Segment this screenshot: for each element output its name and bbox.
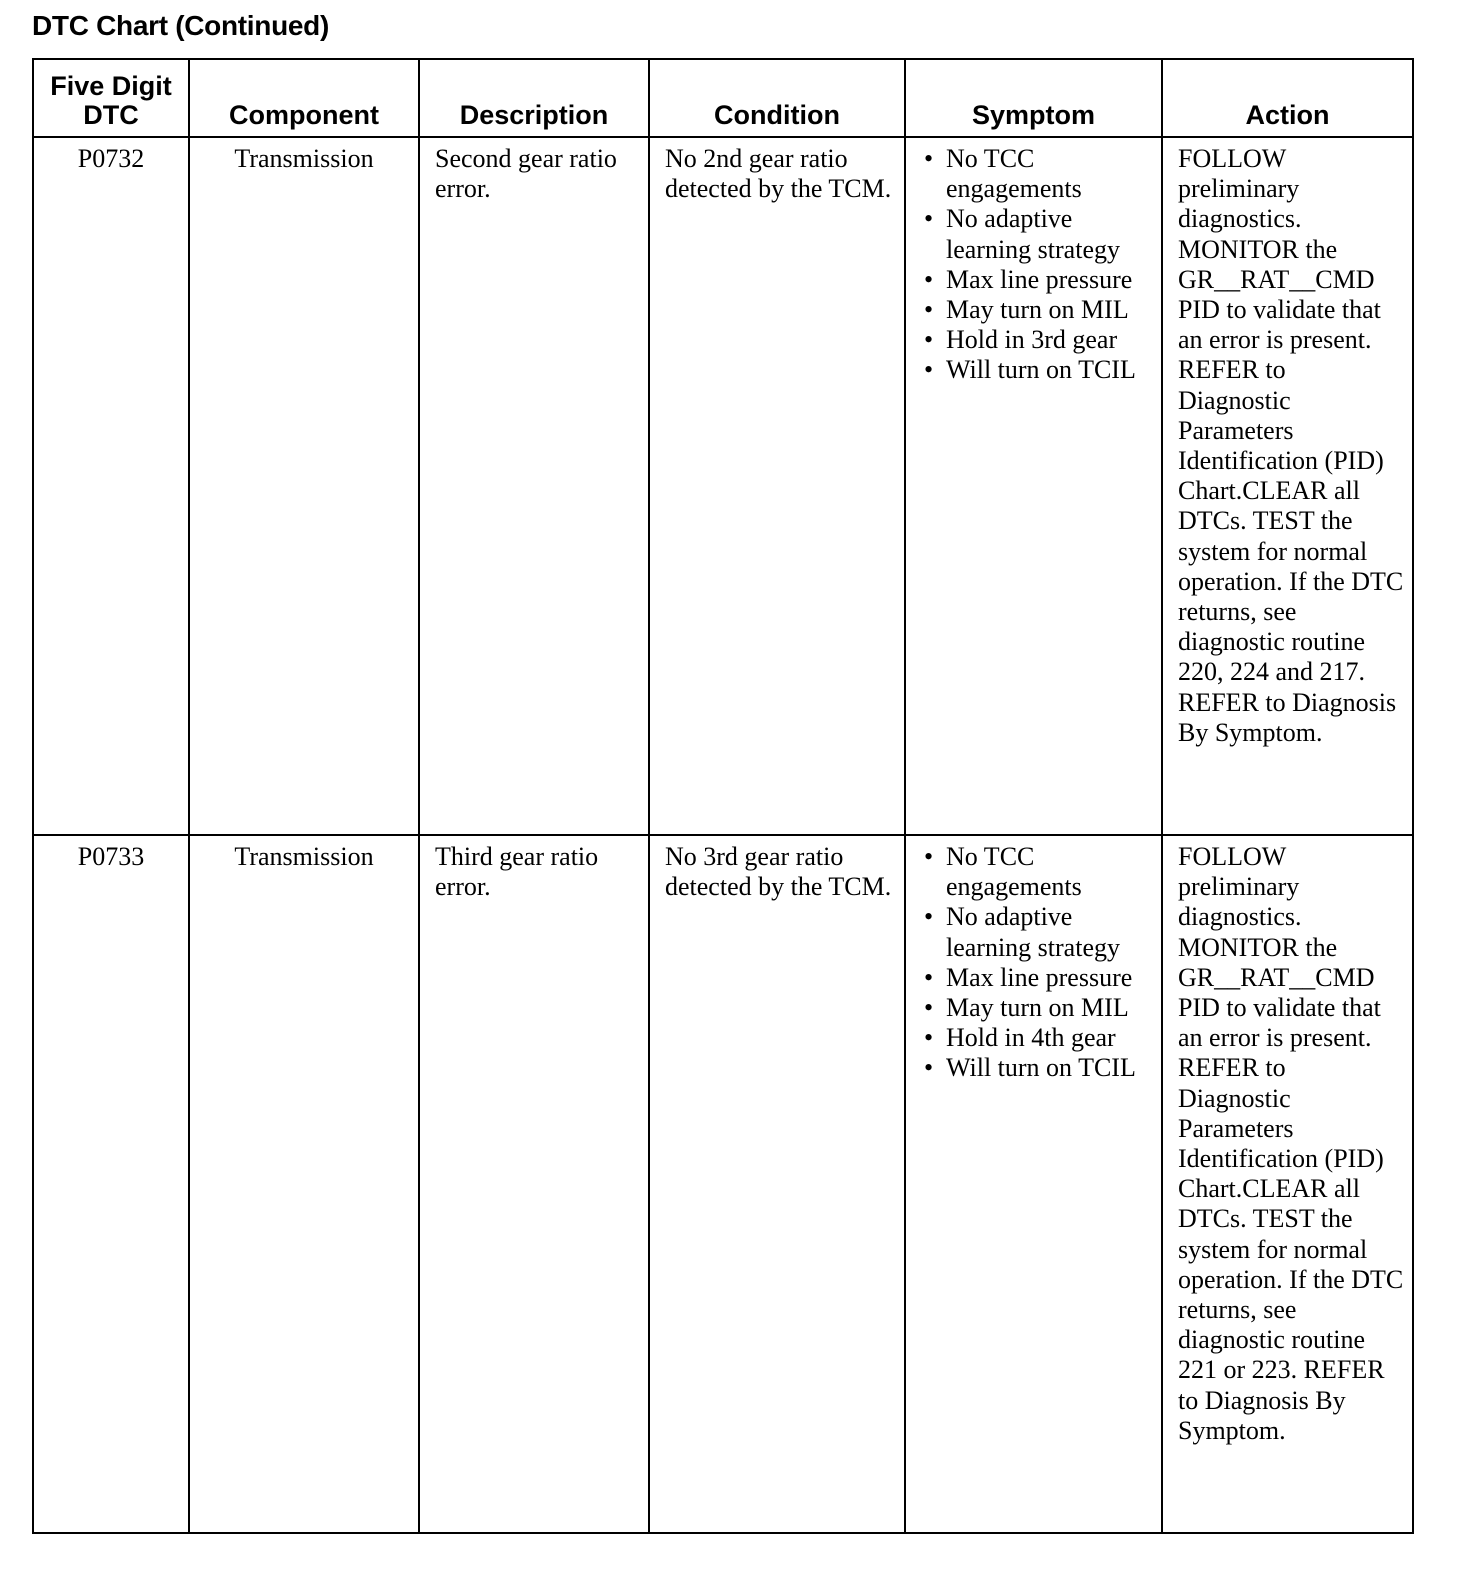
cell-condition: No 3rd gear ratio detected by the TCM.	[649, 835, 905, 1533]
symptom-item: • No TCC engagements	[921, 842, 1153, 902]
symptom-item: • Max line pressure	[921, 963, 1153, 993]
symptom-item: • Will turn on TCIL	[921, 355, 1153, 385]
page-title: DTC Chart (Continued)	[32, 10, 329, 41]
header-condition: Condition	[649, 59, 905, 137]
cell-symptom	[905, 137, 1162, 835]
cell-action: FOLLOW preliminary diagnostics. MONITOR the GR__RAT__CMD PID to validate that an error is present. REFER to Diagnostic Parameters Identification (PID) Chart.CLEAR all DTCs. TEST the system for normal operation. If the DTC returns, see diagnostic routine 221 or 223. REFER to Diagnosis By Symptom.	[1162, 835, 1413, 1533]
symptom-item: • Hold in 3rd gear	[921, 325, 1153, 355]
header-dtc	[33, 59, 189, 137]
cell-condition: No 2nd gear ratio detected by the TCM.	[649, 137, 905, 835]
cell-symptom	[905, 835, 1162, 1533]
cell-description: Third gear ratio error.	[419, 835, 649, 1533]
cell-dtc: P0732	[33, 137, 189, 835]
cell-action: FOLLOW preliminary diagnostics. MONITOR the GR__RAT__CMD PID to validate that an error is present. REFER to Diagnostic Parameters Identification (PID) Chart.CLEAR all DTCs. TEST the system for normal operation. If the DTC returns, see diagnostic routine 220, 224 and 217. REFER to Diagnosis By Symptom.	[1162, 137, 1413, 835]
cell-description: Second gear ratio error.	[419, 137, 649, 835]
cell-component: Transmission	[189, 137, 419, 835]
symptom-item: • Hold in 4th gear	[921, 1023, 1153, 1053]
cell-component: Transmission	[189, 835, 419, 1533]
symptom-item: • No TCC engagements	[921, 144, 1153, 204]
header-dtc-line1: Five Digit	[50, 71, 172, 101]
symptom-item: • No adaptive learning strategy	[921, 204, 1153, 264]
header-row	[33, 59, 1413, 137]
table-row	[33, 835, 1413, 1533]
symptom-item: • Max line pressure	[921, 265, 1153, 295]
dtc-table	[32, 58, 1414, 1534]
symptom-item: • May turn on MIL	[921, 993, 1153, 1023]
symptom-item: • May turn on MIL	[921, 295, 1153, 325]
symptom-list	[921, 842, 1153, 1084]
header-description: Description	[419, 59, 649, 137]
header-component: Component	[189, 59, 419, 137]
symptom-list	[921, 144, 1153, 386]
cell-dtc: P0733	[33, 835, 189, 1533]
header-action: Action	[1162, 59, 1413, 137]
symptom-item: • No adaptive learning strategy	[921, 902, 1153, 962]
header-dtc-line2: DTC	[83, 100, 139, 130]
header-symptom: Symptom	[905, 59, 1162, 137]
table-row	[33, 137, 1413, 835]
symptom-item: • Will turn on TCIL	[921, 1053, 1153, 1083]
